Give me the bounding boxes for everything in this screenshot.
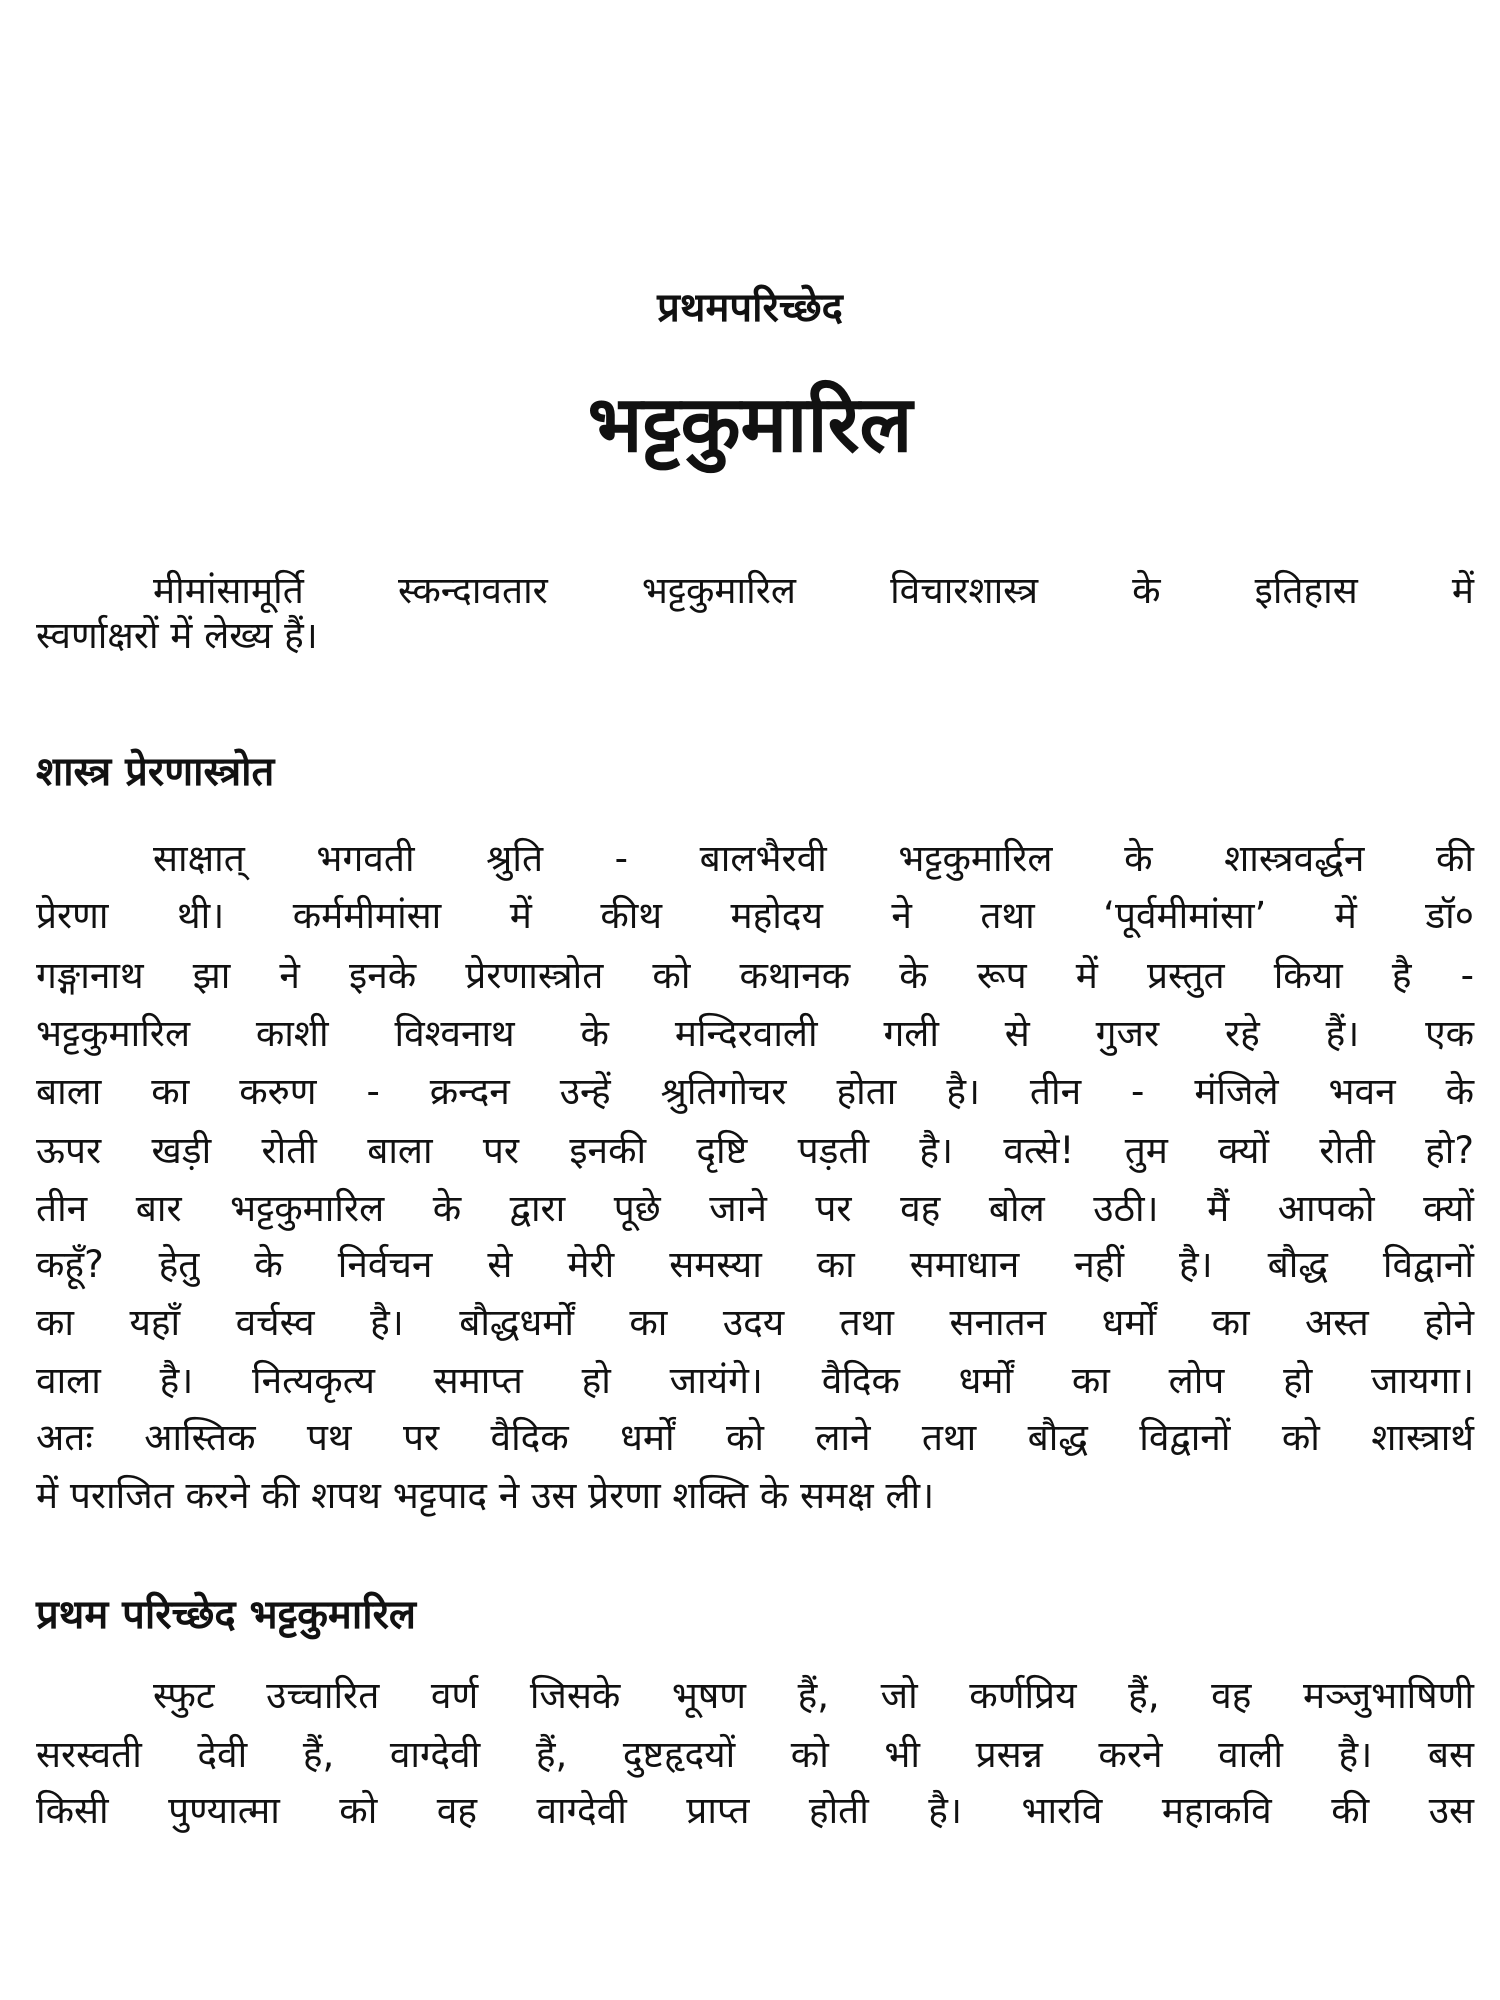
page-title: भट्टकुमारिल <box>587 380 913 470</box>
text-line: गङ्गानाथ झा ने इनके प्रेरणास्त्रोत को कथानक के रूप में प्रस्तुत किया है - <box>36 954 1474 997</box>
text-line: स्वर्णाक्षरों में लेख्य हैं। <box>36 614 318 657</box>
text-line: बाला का करुण - क्रन्दन उन्हें श्रुतिगोचर होता है। तीन - मंजिले भवन के <box>36 1070 1474 1113</box>
text-line: वाला है। नित्यकृत्य समाप्त हो जायंगे। वैदिक धर्मों का लोप हो जायगा। <box>36 1359 1474 1402</box>
chapter-label: प्रथमपरिच्छेद <box>657 285 843 331</box>
text-line: भट्टकुमारिल काशी विश्वनाथ के मन्दिरवाली गली से गुजर रहे हैं। एक <box>36 1012 1474 1055</box>
text-line: किसी पुण्यात्मा को वह वाग्देवी प्राप्त होती है। भारवि महाकवि की उस <box>36 1789 1474 1832</box>
text-line: अतः आस्तिक पथ पर वैदिक धर्मों को लाने तथा बौद्ध विद्वानों को शास्त्रार्थ <box>36 1416 1474 1459</box>
text-line: तीन बार भट्टकुमारिल के द्वारा पूछे जाने पर वह बोल उठी। मैं आपको क्यों <box>36 1187 1474 1230</box>
text-line: मीमांसामूर्ति स्कन्दावतार भट्टकुमारिल विचारशास्त्र के इतिहास में <box>153 569 1474 612</box>
text-line: साक्षात् भगवती श्रुति - बालभैरवी भट्टकुमारिल के शास्त्रवर्द्धन की <box>153 837 1474 880</box>
text-line: ऊपर खड़ी रोती बाला पर इनकी दृष्टि पड़ती है। वत्से! तुम क्यों रोती हो? <box>36 1129 1474 1172</box>
text-line: सरस्वती देवी हैं, वाग्देवी हैं, दुष्टहृदयों को भी प्रसन्न करने वाली है। बस <box>36 1733 1474 1776</box>
section-heading: शास्त्र प्रेरणास्त्रोत <box>36 749 275 795</box>
section-heading: प्रथम परिच्छेद भट्टकुमारिल <box>36 1592 417 1638</box>
text-line: में पराजित करने की शपथ भट्टपाद ने उस प्रेरणा शक्ति के समक्ष ली। <box>36 1474 935 1517</box>
text-line: स्फुट उच्चारित वर्ण जिसके भूषण हैं, जो कर्णप्रिय हैं, वह मञ्जुभाषिणी <box>153 1674 1474 1717</box>
text-line: का यहाँ वर्चस्व है। बौद्धधर्मों का उदय तथा सनातन धर्मों का अस्त होने <box>36 1301 1474 1344</box>
text-line: कहूँ? हेतु के निर्वचन से मेरी समस्या का समाधान नहीं है। बौद्ध विद्वानों <box>36 1243 1474 1286</box>
text-line: प्रेरणा थी। कर्ममीमांसा में कीथ महोदय ने तथा ‘पूर्वमीमांसा’ में डॉ० <box>36 894 1474 937</box>
